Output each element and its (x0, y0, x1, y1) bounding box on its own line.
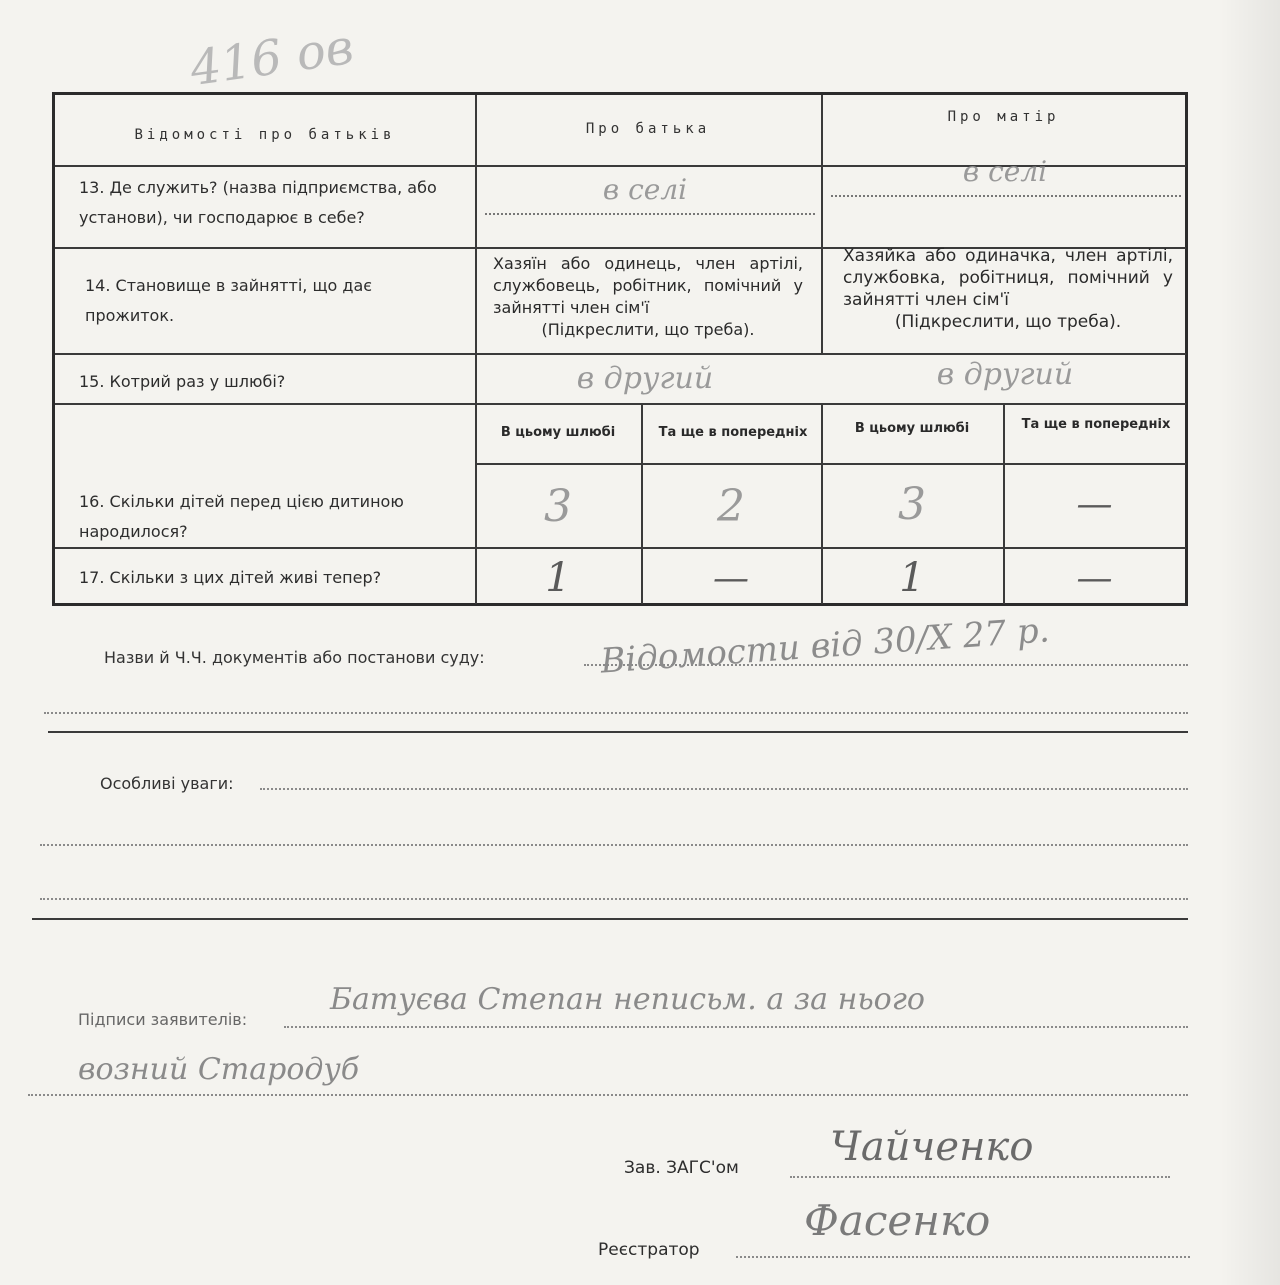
documents-value: Відомости від 30/X 27 р. (599, 610, 1051, 682)
question-15: 15. Котрий раз у шлюбі? (79, 372, 286, 391)
signatures-label: Підписи заявителів: (78, 1010, 248, 1029)
special-notes-label: Особливі уваги: (100, 774, 234, 793)
head-signature: Чайченко (830, 1124, 1034, 1170)
q14-father-options (493, 253, 803, 341)
question-14: 14. Становище в зайнятті, що дає прожиток. (85, 276, 373, 325)
signature-line-2: возний Стародуб (78, 1052, 360, 1087)
registrar-signature: Фасенко (804, 1196, 991, 1245)
question-17: 17. Скільки з цих дітей живі тепер? (79, 568, 382, 587)
sub-header-father-prev: Та ще в попередніх (658, 425, 808, 440)
q16-mother-prev: — (1076, 483, 1113, 525)
q16-father-prev: 2 (717, 480, 745, 532)
sub-header-mother-this: В цьому шлюбі (854, 421, 970, 436)
header-father: Про батька (585, 121, 711, 137)
sub-header-mother-prev: Та ще в попередніх (1021, 417, 1171, 432)
signature-line-1: Батуєва Степан неписьм. а за нього (330, 982, 925, 1017)
documents-label: Назви й Ч.Ч. документів або постанови суду: (104, 648, 485, 667)
q15-father-answer: в другий (576, 360, 714, 396)
q14-mother-note: (Підкреслити, що треба). (894, 312, 1122, 332)
head-label: Зав. ЗАГС'ом (624, 1158, 739, 1178)
archive-note: 416 ов (186, 18, 357, 98)
q14-father-options-text: Хазяїн або одинець, член артілі, службовець, робітник, помічний у зайнятті член сім'ї (493, 254, 803, 317)
question-16: 16. Скільки дітей перед цією дитиною народилося? (79, 492, 404, 541)
sub-header-father-this: В цьому шлюбі (500, 425, 616, 440)
question-13: 13. Де служить? (назва підприємства, або установи), чи господарює в себе? (79, 178, 437, 227)
q16-mother-this: 3 (898, 478, 926, 530)
page-edge (1220, 0, 1280, 1285)
q14-mother-options (843, 245, 1173, 333)
q17-father-prev: — (713, 557, 749, 599)
q17-mother-prev: — (1076, 557, 1113, 599)
header-info-label: Відомості про батьків (134, 127, 396, 143)
parents-info-table (52, 92, 1188, 606)
q14-mother-options-text: Хазяйка або одиначка, член артілі, службовка, робітниця, помічний у зайнятті член сім'ї (843, 246, 1173, 310)
header-mother: Про матір (947, 109, 1060, 125)
q17-father-this: 1 (545, 555, 571, 601)
q13-mother-answer: в селі (962, 154, 1048, 188)
q13-father-answer: в селі (602, 172, 688, 206)
q16-father-this: 3 (544, 480, 572, 532)
q14-father-note: (Підкреслити, що треба). (541, 320, 755, 339)
q15-mother-answer: в другий (936, 356, 1074, 392)
q17-mother-this: 1 (899, 555, 925, 601)
registrar-label: Реєстратор (598, 1240, 700, 1260)
